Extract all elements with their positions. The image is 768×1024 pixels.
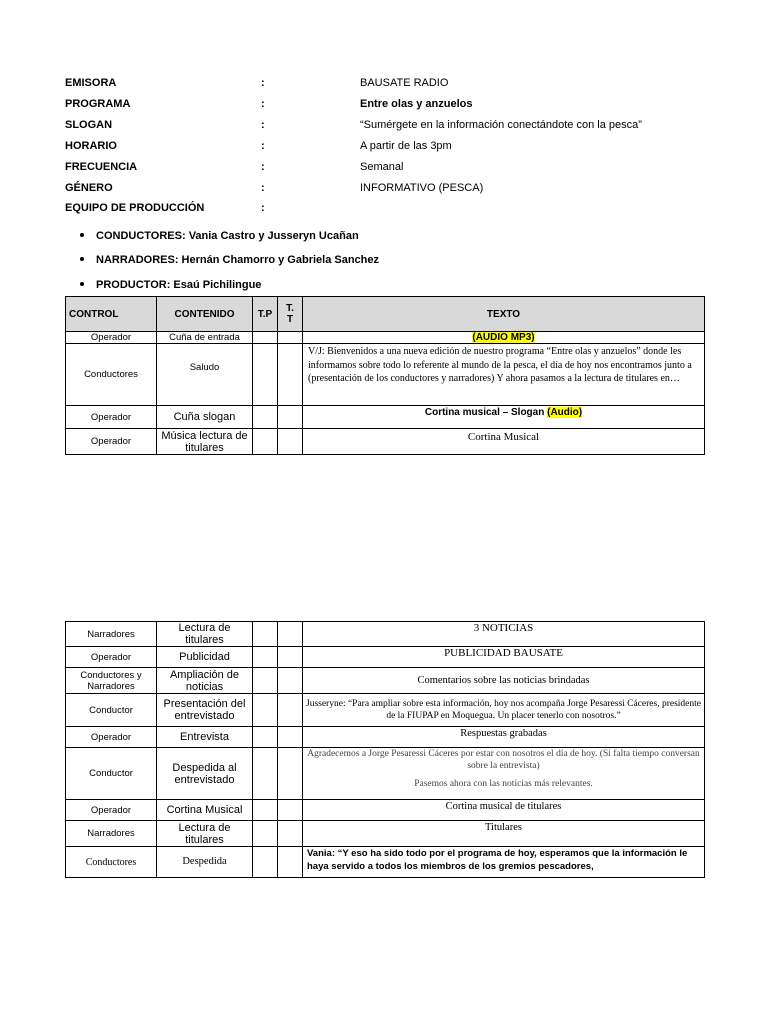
cell-contenido: Música lectura de titulares	[157, 429, 253, 455]
texto-line: Pasemos ahora con las noticias más relevantes.	[414, 779, 593, 789]
cell-tt	[278, 694, 303, 727]
table-header-row	[66, 297, 705, 332]
cell-tt	[278, 622, 303, 647]
cell-tp	[253, 332, 278, 344]
cell-texto	[303, 332, 705, 344]
cell-tt	[278, 332, 303, 344]
cell-tt	[278, 647, 303, 668]
header-tp: T.P	[253, 297, 278, 332]
cell-control: Conductores y Narradores	[66, 668, 157, 694]
header-control: CONTROL	[66, 297, 157, 332]
table-row	[66, 748, 705, 800]
cell-tt	[278, 727, 303, 748]
cell-control: Operador	[66, 429, 157, 455]
cell-tt	[278, 800, 303, 821]
field-value: “Sumérgete en la información conectándote con la pesca”	[360, 119, 642, 131]
cell-contenido: Cuña slogan	[157, 406, 253, 429]
bullet-text: CONDUCTORES: Vania Castro y Jusseryn Ucañan	[96, 230, 359, 242]
field-colon: :	[261, 202, 265, 214]
table-row	[66, 647, 705, 668]
table-row	[66, 694, 705, 727]
bullet-text: NARRADORES: Hernán Chamorro y Gabriela Sanchez	[96, 254, 380, 266]
cell-control: Conductores	[66, 344, 157, 406]
cell-contenido: Saludo	[157, 344, 253, 406]
cell-tt	[278, 429, 303, 455]
cell-control: Operador	[66, 406, 157, 429]
field-colon: :	[261, 77, 265, 89]
cell-texto	[303, 406, 705, 429]
cell-tp	[253, 694, 278, 727]
cell-texto: Jusseryne: “Para ampliar sobre esta información, hoy nos acompaña Jorge Pesaressi Cáceres, presidente de la FIUPAP en Moquegua. Un placer tenerlo con nosotros.”	[303, 694, 705, 727]
cell-tp	[253, 821, 278, 847]
cell-texto: PUBLICIDAD BAUSATE	[303, 647, 705, 668]
cell-tt	[278, 344, 303, 406]
script-table-2	[65, 621, 705, 878]
table-row	[66, 622, 705, 647]
table-row	[66, 429, 705, 455]
cell-texto: Vania: “Y eso ha sido todo por el programa de hoy, esperamos que la información le haya servido a todos los miembros de los gremios pescadores,	[303, 847, 705, 878]
cell-control: Conductor	[66, 748, 157, 800]
table-row	[66, 332, 705, 344]
cell-tt	[278, 748, 303, 800]
bullet-text: PRODUCTOR: Esaú Pichilingue	[96, 279, 262, 291]
cell-contenido: Presentación del entrevistado	[157, 694, 253, 727]
bullet-dot-icon	[80, 257, 84, 261]
cell-contenido: Cuña de entrada	[157, 332, 253, 344]
cell-tt	[278, 406, 303, 429]
cell-control: Operador	[66, 800, 157, 821]
bullet-productor	[80, 278, 261, 292]
field-colon: :	[261, 161, 265, 173]
cell-contenido: Ampliación de noticias	[157, 668, 253, 694]
texto-line: Agradecemos a Jorge Pesaressi Cáceres por estar con nosotros el día de hoy. (Si falta tiempo conversan sobre la entrevista)	[307, 749, 700, 771]
field-label: SLOGAN	[65, 119, 113, 131]
table-row	[66, 727, 705, 748]
table-row	[66, 406, 705, 429]
table-row	[66, 668, 705, 694]
script-table-1	[65, 296, 705, 455]
cell-contenido: Entrevista	[157, 727, 253, 748]
cell-control: Operador	[66, 647, 157, 668]
field-label: GÉNERO	[65, 182, 113, 194]
cell-tp	[253, 748, 278, 800]
cell-contenido: Lectura de titulares	[157, 622, 253, 647]
cell-tp	[253, 429, 278, 455]
cell-texto: V/J: Bienvenidos a una nueva edición de nuestro programa “Entre olas y anzuelos” donde les informamos sobre todo lo referente al mundo de la pesca, el día de hoy nos encontramos junto a (presentación de los conductores y narradores) Y ahora pasamos a la lectura de titulares en…	[303, 344, 705, 406]
bullet-narradores	[80, 253, 379, 267]
cell-tp	[253, 668, 278, 694]
cell-control: Operador	[66, 727, 157, 748]
cell-tp	[253, 406, 278, 429]
field-value: A partir de las 3pm	[360, 140, 452, 152]
header-contenido: CONTENIDO	[157, 297, 253, 332]
highlighted-text: (AUDIO MP3)	[472, 332, 535, 343]
field-colon: :	[261, 182, 265, 194]
table-row	[66, 344, 705, 406]
highlighted-text: (Audio)	[547, 407, 583, 418]
cell-tp	[253, 847, 278, 878]
field-value: Semanal	[360, 161, 404, 173]
field-value: Entre olas y anzuelos	[360, 98, 473, 110]
table-row	[66, 847, 705, 878]
cell-texto: 3 NOTICIAS	[303, 622, 705, 647]
cell-control: Narradores	[66, 821, 157, 847]
cell-texto: Respuestas grabadas	[303, 727, 705, 748]
cell-contenido: Cortina Musical	[157, 800, 253, 821]
cell-tt	[278, 668, 303, 694]
bullet-dot-icon	[80, 233, 84, 237]
cell-contenido: Despedida al entrevistado	[157, 748, 253, 800]
cell-texto: Cortina Musical	[303, 429, 705, 455]
cell-texto: Cortina musical de titulares	[303, 800, 705, 821]
text-main: Cortina musical – Slogan	[424, 407, 548, 418]
field-label: EMISORA	[65, 77, 117, 89]
cell-contenido: Publicidad	[157, 647, 253, 668]
field-label: HORARIO	[65, 140, 117, 152]
cell-tp	[253, 727, 278, 748]
cell-tp	[253, 344, 278, 406]
table-row	[66, 821, 705, 847]
cell-contenido: Lectura de titulares	[157, 821, 253, 847]
field-value: INFORMATIVO (PESCA)	[360, 182, 484, 194]
cell-tp	[253, 647, 278, 668]
field-colon: :	[261, 98, 265, 110]
cell-texto: Titulares	[303, 821, 705, 847]
cell-contenido: Despedida	[157, 847, 253, 878]
field-value: BAUSATE RADIO	[360, 77, 449, 89]
cell-tt	[278, 821, 303, 847]
cell-control: Narradores	[66, 622, 157, 647]
field-label: FRECUENCIA	[65, 161, 138, 173]
cell-tt	[278, 847, 303, 878]
field-colon: :	[261, 140, 265, 152]
field-colon: :	[261, 119, 265, 131]
table-row	[66, 800, 705, 821]
cell-control: Conductor	[66, 694, 157, 727]
field-label: PROGRAMA	[65, 98, 131, 110]
bullet-dot-icon	[80, 282, 84, 286]
cell-tp	[253, 622, 278, 647]
header-texto: TEXTO	[303, 297, 705, 332]
cell-control: Conductores	[66, 847, 157, 878]
cell-texto	[303, 748, 705, 800]
cell-texto: Comentarios sobre las noticias brindadas	[303, 668, 705, 694]
field-label: EQUIPO DE PRODUCCIÓN	[65, 202, 205, 214]
cell-tp	[253, 800, 278, 821]
header-tt: T. T	[278, 297, 303, 332]
bullet-conductores	[80, 229, 359, 243]
cell-control: Operador	[66, 332, 157, 344]
